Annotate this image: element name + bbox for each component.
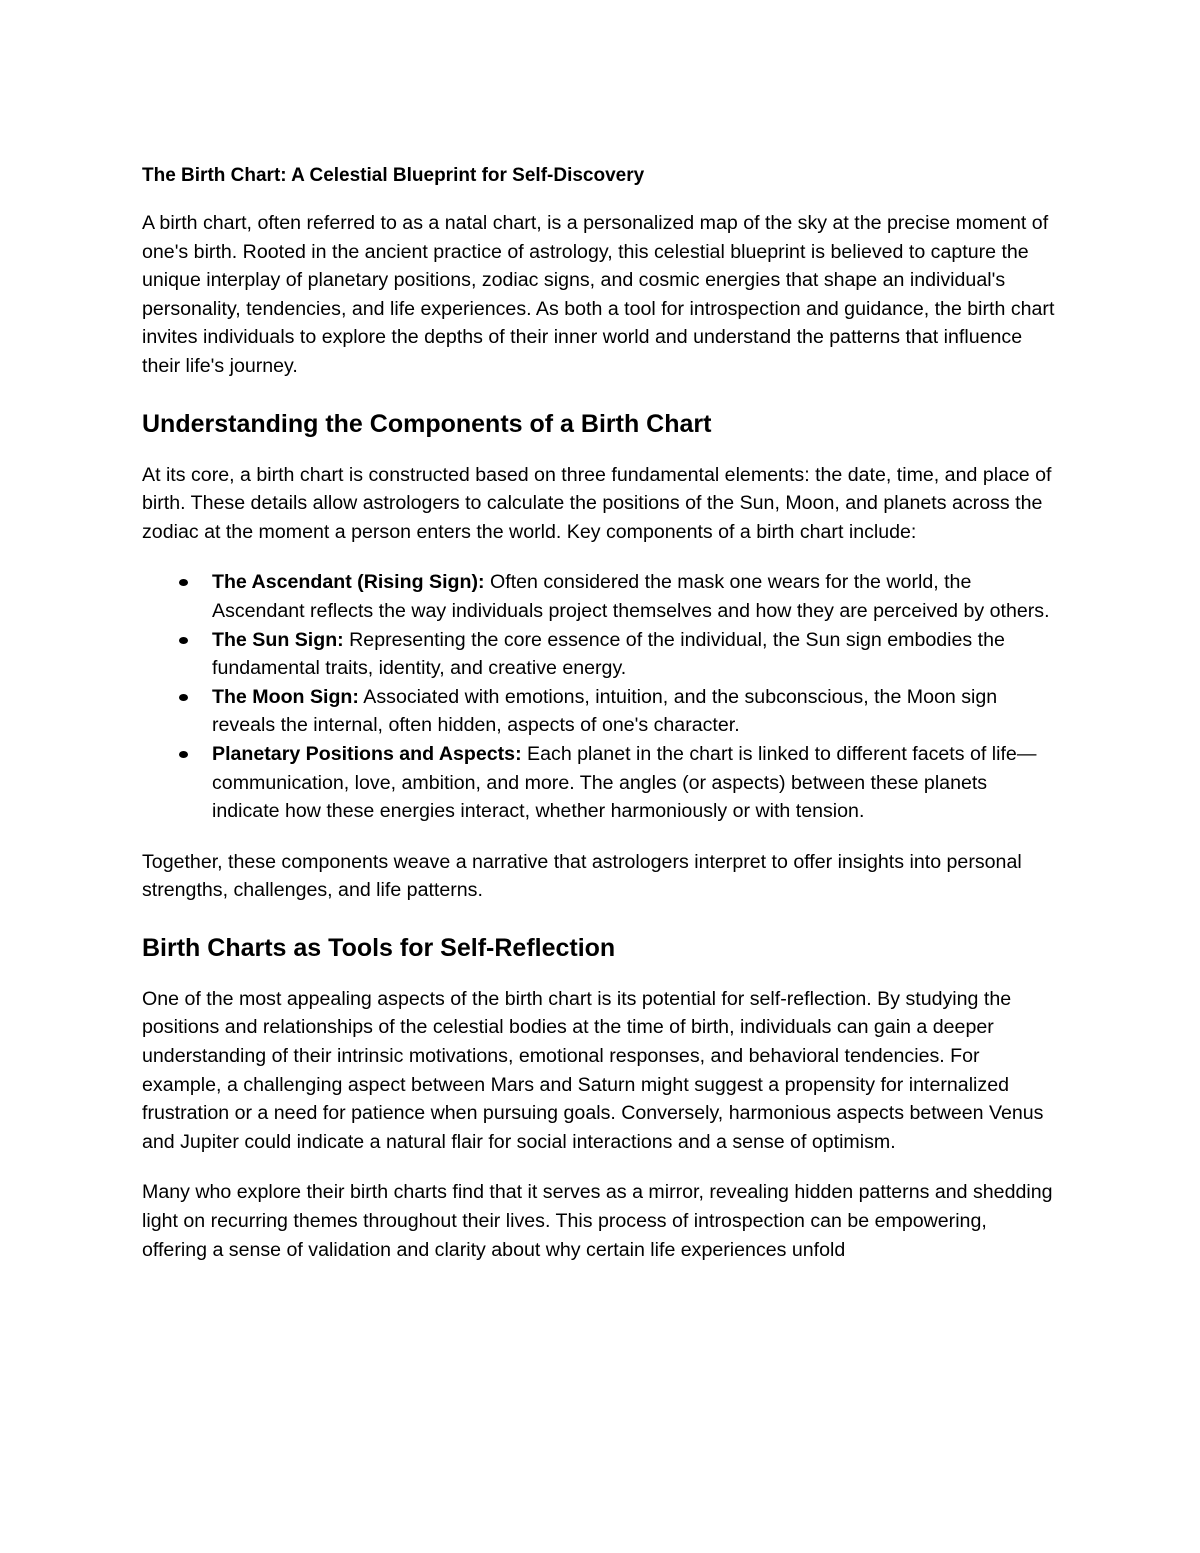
components-paragraph: At its core, a birth chart is constructed based on three fundamental elements: the date, time, and place of birth. These details allow astrologers to calculate the positions of the Sun, Moon, and planets across the zodiac at the moment a person enters the world. Key components of a birth chart include: <box>142 463 1052 543</box>
bullet-text: Often considered the mask one wears for the world, the Ascendant reflects the way individuals project themselves and how they are perceived by others. <box>212 571 1050 622</box>
components-closing-paragraph: Together, these components weave a narrative that astrologers interpret to offer insights into personal strengths, challenges, and life patterns. <box>142 850 1022 902</box>
bullet-text: Associated with emotions, intuition, and the subconscious, the Moon sign reveals the internal, often hidden, aspects of one's character. <box>212 685 998 737</box>
bullet-icon <box>179 637 188 644</box>
list-item <box>142 683 1057 740</box>
list-item <box>142 626 1057 683</box>
self-reflection-paragraph-2: Many who explore their birth charts find that it serves as a mirror, revealing hidden patterns and shedding light on recurring themes throughout their lives. This process of introspection can be empowering, offering a sense of validation and clarity about why certain life experiences unfold <box>142 1181 1053 1261</box>
bullet-icon <box>179 751 188 758</box>
list-item <box>142 568 1057 625</box>
document-title: The Birth Chart: A Celestial Blueprint for Self-Discovery <box>142 165 645 186</box>
section-heading-components: Understanding the Components of a Birth Chart <box>142 409 712 438</box>
bullet-text: Each planet in the chart is linked to different facets of life—communication, love, ambition, and more. The angles (or aspects) between these planets indicate how these energies interact, whether harmoniously or with tension. <box>212 742 1037 823</box>
bullet-term: The Sun Sign: <box>212 628 344 651</box>
bullet-term: The Ascendant (Rising Sign): <box>212 571 485 594</box>
section-heading-self-reflection: Birth Charts as Tools for Self-Reflection <box>142 933 616 962</box>
bullet-icon <box>179 694 188 701</box>
components-list <box>142 568 1057 825</box>
bullet-text: Representing the core essence of the individual, the Sun sign embodies the fundamental traits, identity, and creative energy. <box>212 628 1005 680</box>
intro-paragraph: A birth chart, often referred to as a natal chart, is a personalized map of the sky at the precise moment of one's birth. Rooted in the ancient practice of astrology, this celestial blueprint is believed to capture the unique interplay of planetary positions, zodiac signs, and cosmic energies that shape an individual's personality, tendencies, and life experiences. As both a tool for introspection and guidance, the birth chart invites individuals to explore the depths of their inner world and understand the patterns that influence their life's journey. <box>142 212 1055 377</box>
bullet-icon <box>179 579 188 586</box>
document-page <box>142 162 1057 1264</box>
self-reflection-paragraph: One of the most appealing aspects of the birth chart is its potential for self-reflection. By studying the positions and relationships of the celestial bodies at the time of birth, individuals can gain a deeper understanding of their intrinsic motivations, emotional responses, and behavioral tendencies. For example, a challenging aspect between Mars and Saturn might suggest a propensity for internalized frustration or a need for patience when pursuing goals. Conversely, harmonious aspects between Venus and Jupiter could indicate a natural flair for social interactions and a sense of optimism. <box>142 987 1044 1153</box>
bullet-term: Planetary Positions and Aspects: <box>212 742 522 765</box>
list-item <box>142 740 1057 826</box>
bullet-term: The Moon Sign: <box>212 685 359 708</box>
